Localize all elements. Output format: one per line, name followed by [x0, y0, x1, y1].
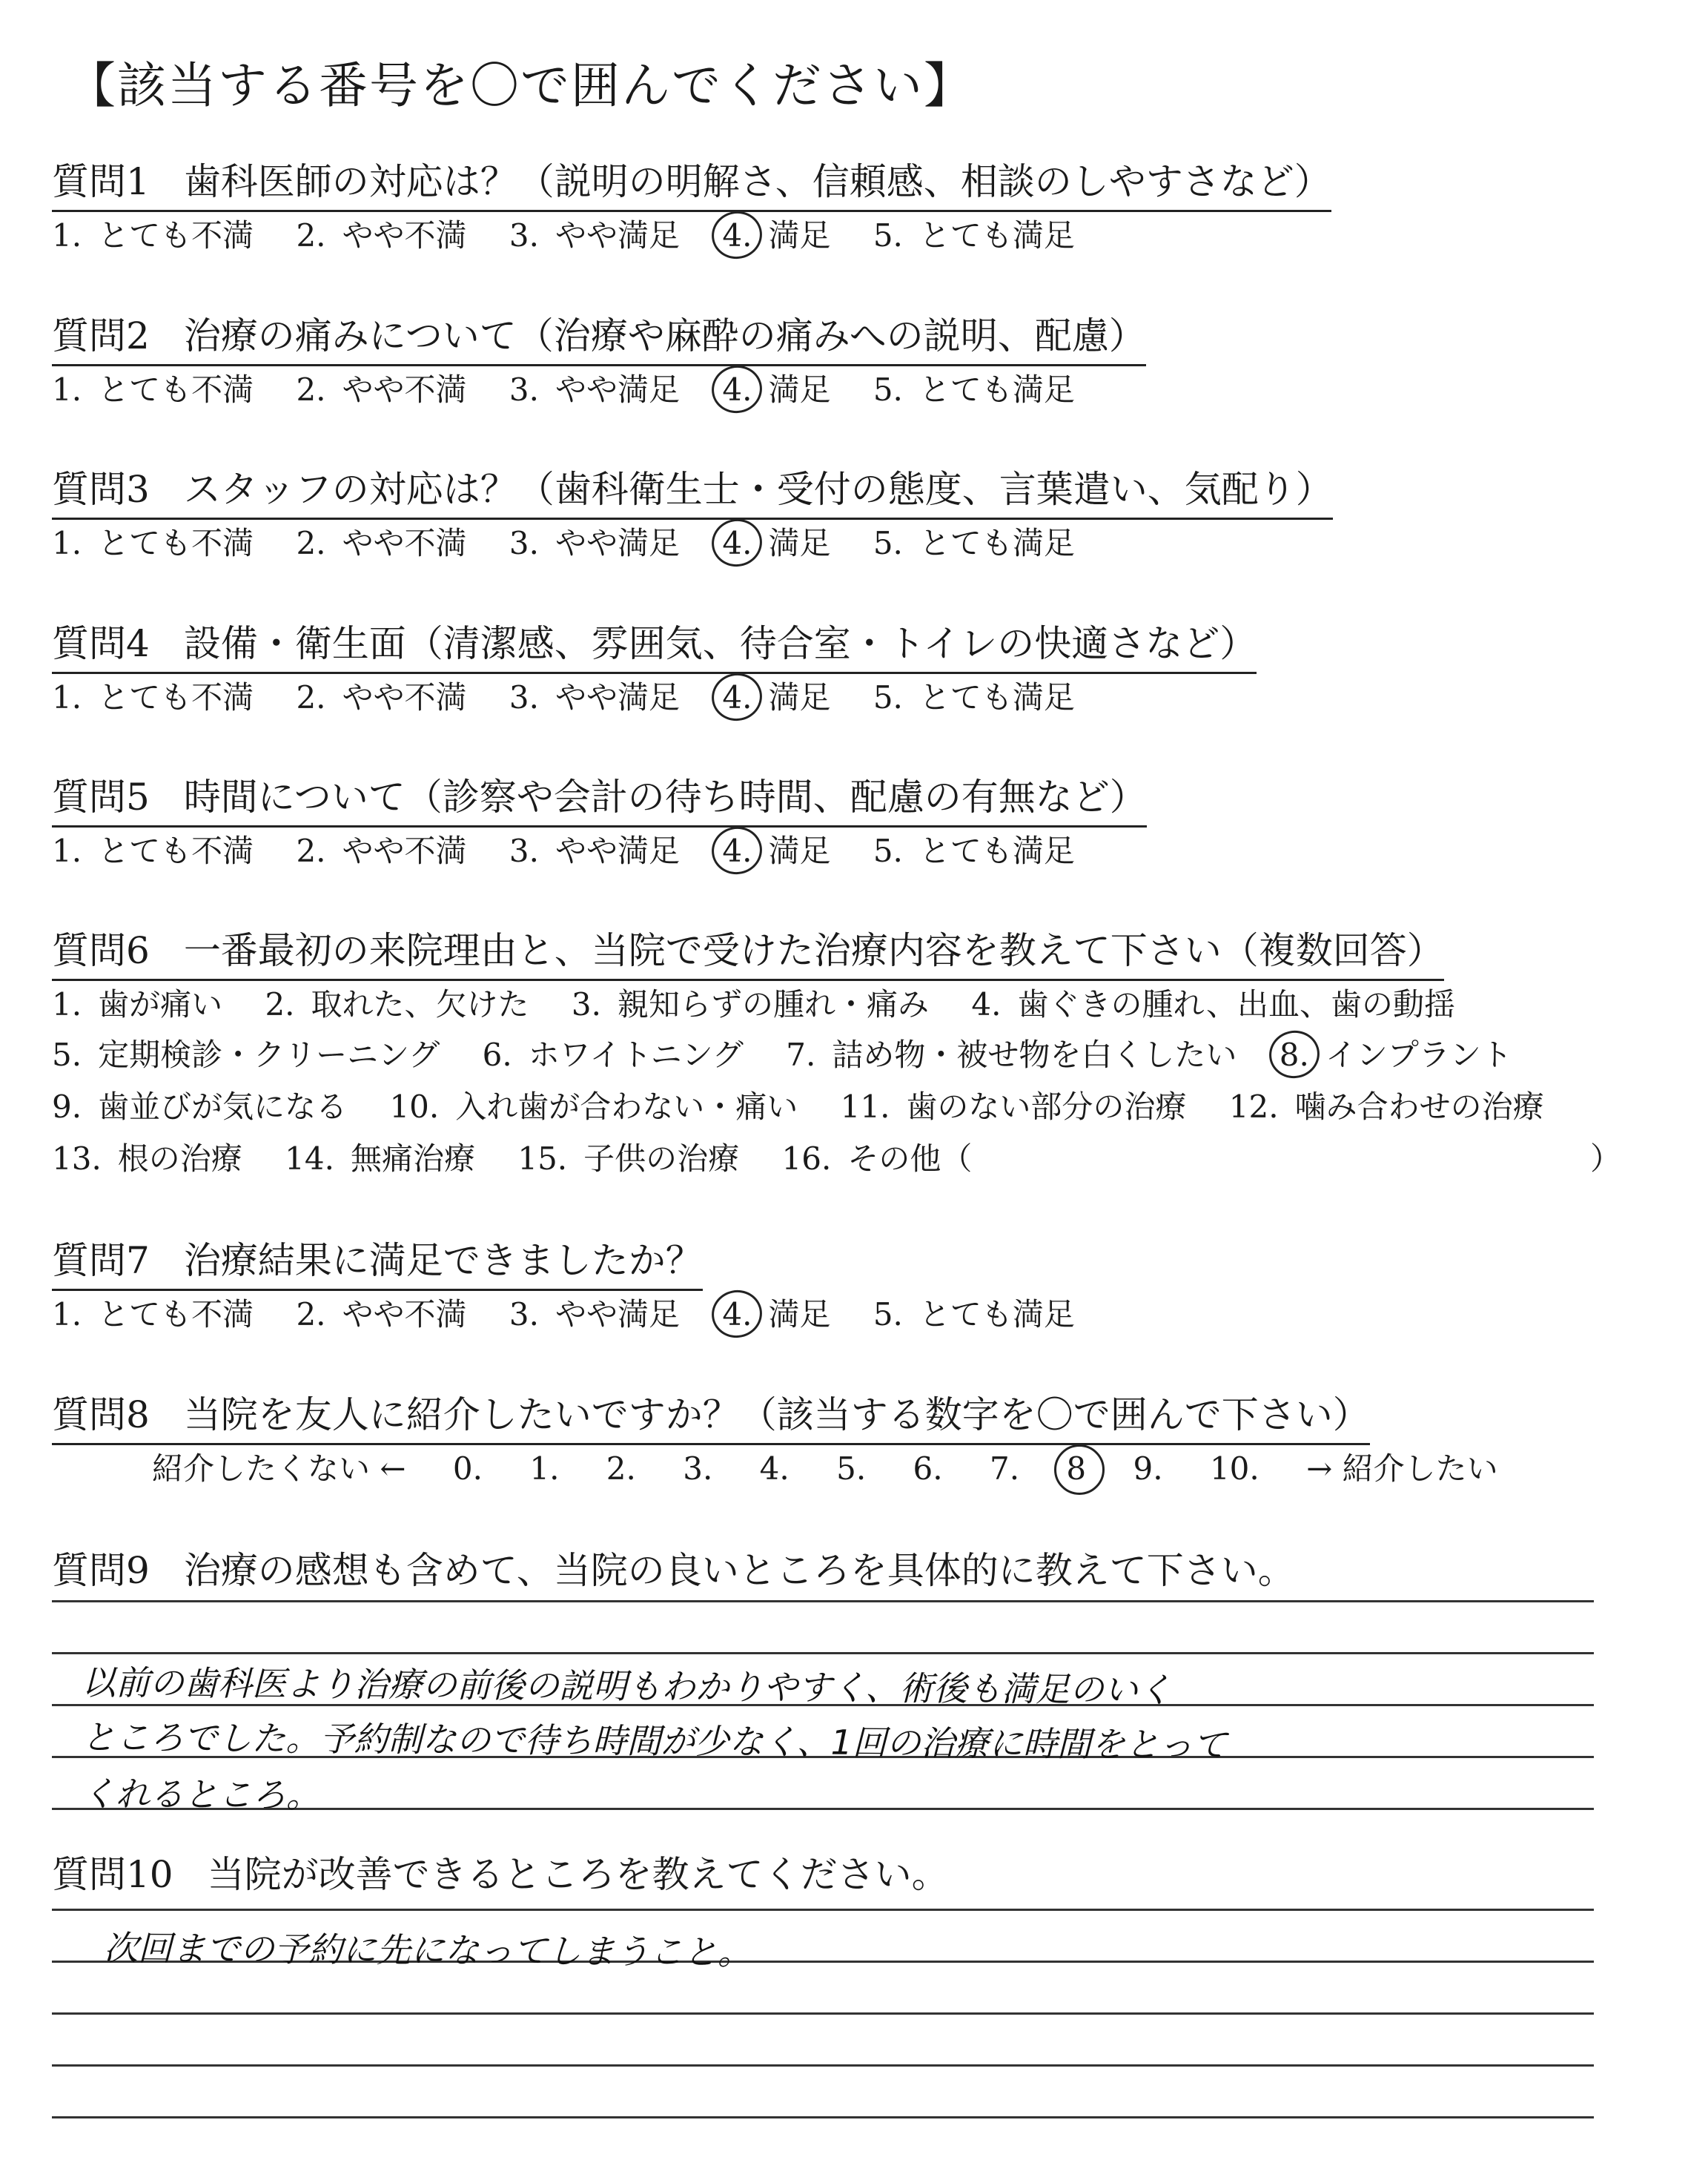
- question-5-options: [52, 827, 1108, 871]
- option-4-selected[interactable]: 4. 満足: [722, 679, 831, 716]
- option-4-selected[interactable]: 4. 満足: [722, 833, 831, 869]
- answer-line: [52, 2064, 1594, 2067]
- scale-value-8-selected[interactable]: 8: [1066, 1450, 1087, 1487]
- form-header: 【該当する番号を〇で囲んでください】: [67, 57, 974, 114]
- option-5[interactable]: 5. とても満足: [873, 217, 1075, 254]
- option-10[interactable]: 10. 入れ歯が合わない・痛い: [389, 1089, 798, 1125]
- option-3[interactable]: 3. 親知らずの腫れ・痛み: [571, 986, 929, 1023]
- option-15[interactable]: 15. 子供の治療: [517, 1140, 740, 1177]
- q9-handwritten-line-3: くれるところ。: [81, 1773, 321, 1816]
- option-8-selected[interactable]: 8. インプラント: [1279, 1037, 1512, 1073]
- option-2[interactable]: 2. やや不満: [296, 1296, 467, 1332]
- option-9[interactable]: 9. 歯並びが気になる: [52, 1089, 348, 1125]
- question-6-options-row-4: [52, 1135, 1004, 1179]
- question-text: 当院が改善できるところを教えてください。: [207, 1853, 949, 1896]
- question-2-title: [52, 306, 1146, 366]
- question-number: 質問5: [52, 776, 150, 819]
- question-number: 質問6: [52, 929, 150, 972]
- scale-value-10[interactable]: 10.: [1209, 1450, 1260, 1487]
- scale-value-3[interactable]: 3.: [683, 1450, 713, 1487]
- question-text: 治療結果に満足できましたか？: [183, 1239, 703, 1282]
- option-5[interactable]: 5. とても満足: [873, 525, 1075, 561]
- question-3-title: [52, 460, 1333, 520]
- question-1-title: [52, 152, 1331, 212]
- option-1[interactable]: 1. とても不満: [52, 679, 254, 716]
- option-3[interactable]: 3. やや満足: [509, 371, 680, 408]
- answer-line: [52, 1909, 1594, 1911]
- scale-right-label: → 紹介したい: [1306, 1450, 1498, 1487]
- question-text: 治療の感想も含めて、当院の良いところを具体的に教えて下さい。: [183, 1549, 1295, 1592]
- other-close-paren: ）: [1590, 1140, 1622, 1177]
- question-6-options-row-1: [52, 980, 1488, 1025]
- scale-value-7[interactable]: 7.: [989, 1450, 1020, 1487]
- option-5[interactable]: 5. 定期検診・クリーニング: [52, 1037, 440, 1073]
- option-4-selected[interactable]: 4. 満足: [722, 217, 831, 254]
- scale-value-2[interactable]: 2.: [606, 1450, 636, 1487]
- option-11[interactable]: 11. 歯のない部分の治療: [840, 1089, 1187, 1125]
- option-1[interactable]: 1. とても不満: [52, 217, 254, 254]
- option-1[interactable]: 1. とても不満: [52, 371, 254, 408]
- option-2[interactable]: 2. やや不満: [296, 833, 467, 869]
- question-number: 質問8: [52, 1393, 150, 1436]
- option-7[interactable]: 7. 詰め物・被せ物を白くしたい: [786, 1037, 1237, 1073]
- question-5-title: [52, 767, 1147, 828]
- option-4-selected[interactable]: 4. 満足: [722, 371, 831, 408]
- question-number: 質問2: [52, 314, 150, 357]
- option-4-selected[interactable]: 4. 満足: [722, 525, 831, 561]
- question-text: スタッフの対応は？（歯科衛生士・受付の態度、言葉遣い、気配り）: [183, 468, 1333, 511]
- option-3[interactable]: 3. やや満足: [509, 833, 680, 869]
- option-12[interactable]: 12. 噛み合わせの治療: [1228, 1089, 1544, 1125]
- option-3[interactable]: 3. やや満足: [509, 1296, 680, 1332]
- question-6-title: [52, 921, 1444, 981]
- answer-line: [52, 1600, 1594, 1602]
- question-1-options: [52, 211, 1108, 256]
- option-3[interactable]: 3. やや満足: [509, 217, 680, 254]
- question-number: 質問7: [52, 1239, 150, 1282]
- question-4-title: [52, 614, 1257, 674]
- question-number: 質問1: [52, 160, 150, 203]
- option-3[interactable]: 3. やや満足: [509, 525, 680, 561]
- option-4-selected[interactable]: 4. 満足: [722, 1296, 831, 1332]
- question-3-options: [52, 519, 1108, 564]
- option-14[interactable]: 14. 無痛治療: [285, 1140, 475, 1177]
- question-6-options-row-3: [52, 1083, 1577, 1127]
- question-text: 当院を友人に紹介したいですか？（該当する数字を〇で囲んで下さい）: [183, 1393, 1370, 1436]
- option-3[interactable]: 3. やや満足: [509, 679, 680, 716]
- q9-handwritten-line-1: 以前の歯科医より治療の前後の説明もわかりやすく、術後も満足のいく: [81, 1662, 1173, 1711]
- question-7-options: [52, 1290, 1108, 1335]
- option-5[interactable]: 5. とても満足: [873, 1296, 1075, 1332]
- question-7-title: [52, 1231, 703, 1291]
- question-text: 一番最初の来院理由と、当院で受けた治療内容を教えて下さい（複数回答）: [183, 929, 1444, 972]
- question-9-title: [52, 1541, 1295, 1599]
- question-number: 質問9: [52, 1549, 150, 1592]
- option-5[interactable]: 5. とても満足: [873, 679, 1075, 716]
- option-2[interactable]: 2. やや不満: [296, 217, 467, 254]
- question-2-options: [52, 366, 1108, 410]
- question-number: 質問10: [52, 1853, 173, 1896]
- option-13[interactable]: 13. 根の治療: [52, 1140, 242, 1177]
- question-10-title: [52, 1845, 949, 1903]
- question-number: 質問4: [52, 622, 150, 665]
- option-1[interactable]: 1. とても不満: [52, 833, 254, 869]
- option-2[interactable]: 2. やや不満: [296, 371, 467, 408]
- question-text: 設備・衛生面（清潔感、雰囲気、待合室・トイレの快適さなど）: [183, 622, 1257, 665]
- scale-value-1[interactable]: 1.: [529, 1450, 560, 1487]
- question-4-options: [52, 673, 1108, 718]
- question-text: 時間について（診察や会計の待ち時間、配慮の有無など）: [183, 776, 1147, 819]
- question-text: 治療の痛みについて（治療や麻酔の痛みへの説明、配慮）: [183, 314, 1146, 357]
- option-5[interactable]: 5. とても満足: [873, 371, 1075, 408]
- option-16[interactable]: 16. その他（: [781, 1140, 973, 1177]
- scale-value-6[interactable]: 6.: [913, 1450, 943, 1487]
- question-8-scale: [152, 1444, 1535, 1489]
- answer-line: [52, 2012, 1594, 2015]
- question-number: 質問3: [52, 468, 150, 511]
- option-2[interactable]: 2. やや不満: [296, 525, 467, 561]
- q9-handwritten-line-2: ところでした。予約制なので待ち時間が少なく、1回の治療に時間をとって: [81, 1717, 1228, 1766]
- option-1[interactable]: 1. 歯が痛い: [52, 986, 223, 1023]
- scale-left-label: 紹介したくない ←: [152, 1450, 406, 1487]
- scale-value-9[interactable]: 9.: [1133, 1450, 1163, 1487]
- question-6-options-row-2: [52, 1031, 1545, 1075]
- answer-line: [52, 2116, 1594, 2118]
- scale-value-4[interactable]: 4.: [759, 1450, 790, 1487]
- option-1[interactable]: 1. とても不満: [52, 1296, 254, 1332]
- option-4[interactable]: 4. 歯ぐきの腫れ、出血、歯の動揺: [971, 986, 1455, 1023]
- option-2[interactable]: 2. 取れた、欠けた: [265, 986, 529, 1023]
- question-8-title: [52, 1385, 1370, 1445]
- option-6[interactable]: 6. ホワイトニング: [482, 1037, 744, 1073]
- q10-handwritten-line-1: 次回までの予約に先になってしまうこと。: [103, 1927, 752, 1973]
- question-text: 歯科医師の対応は？（説明の明解さ、信頼感、相談のしやすさなど）: [183, 160, 1331, 203]
- answer-line: [52, 1652, 1594, 1654]
- option-2[interactable]: 2. やや不満: [296, 679, 467, 716]
- option-5[interactable]: 5. とても満足: [873, 833, 1075, 869]
- option-1[interactable]: 1. とても不満: [52, 525, 254, 561]
- scale-value-5[interactable]: 5.: [836, 1450, 867, 1487]
- scale-value-0[interactable]: 0.: [452, 1450, 483, 1487]
